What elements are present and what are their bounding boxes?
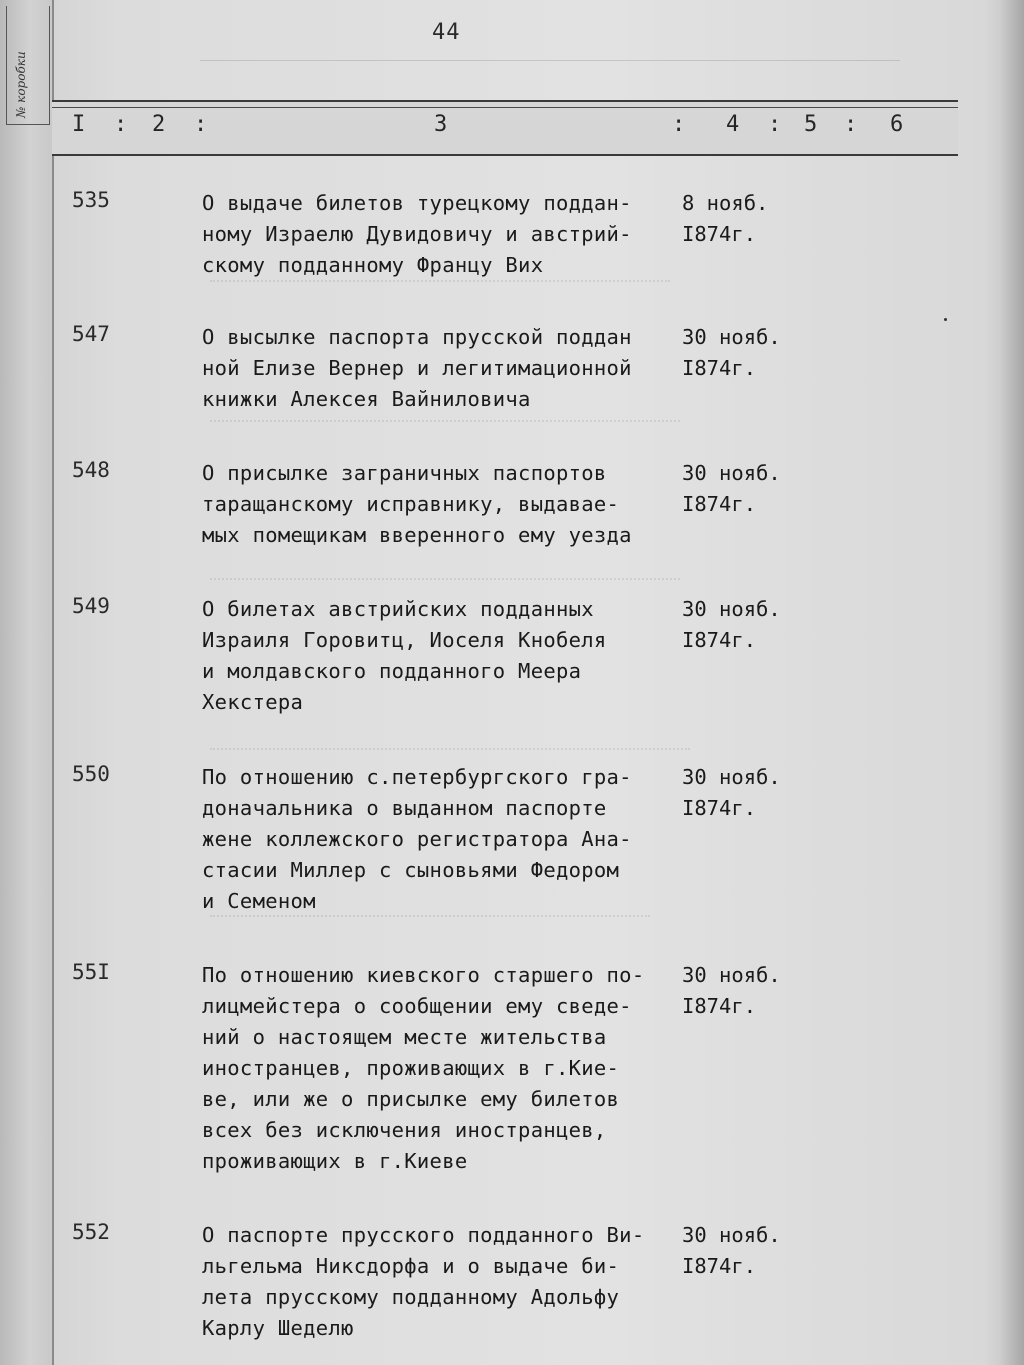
date-day: 30 нояб. — [682, 1223, 781, 1247]
entry-description — [202, 188, 672, 281]
description-line: ний о настоящем месте жительства — [202, 1025, 607, 1049]
description-line: О паспорте прусского подданного Ви- — [202, 1223, 645, 1247]
entry-number: 549 — [72, 594, 110, 618]
bleed-through — [210, 280, 670, 296]
page-number: 44 — [432, 20, 461, 45]
description-line: мых помещикам вверенного ему уезда — [202, 523, 632, 547]
description-line: Израиля Горовитц, Иоселя Кнобеля — [202, 628, 607, 652]
description-line: стасии Миллер с сыновьями Федором — [202, 858, 620, 882]
bleed-through — [210, 578, 680, 594]
entry-description — [202, 594, 672, 718]
description-line: О присылке заграничных паспортов — [202, 461, 607, 485]
date-year: I874г. — [682, 222, 757, 246]
date-day: 30 нояб. — [682, 461, 781, 485]
entry-number: 548 — [72, 458, 110, 482]
date-year: I874г. — [682, 492, 757, 516]
description-line: ному Израелю Дувидовичу и австрий- — [202, 222, 632, 246]
description-line: доначальника о выданном паспорте — [202, 796, 607, 820]
header-separator: : — [114, 112, 128, 137]
header-separator: : — [672, 112, 686, 137]
entry-description — [202, 960, 672, 1177]
header-col-2: 2 — [152, 112, 166, 137]
description-line: жене коллежского регистратора Ана- — [202, 827, 632, 851]
description-line: лета прусскому подданному Адольфу — [202, 1285, 620, 1309]
date-year: I874г. — [682, 356, 757, 380]
header-separator: : — [194, 112, 208, 137]
description-line: книжки Алексея Вайниловича — [202, 387, 531, 411]
date-year: I874г. — [682, 628, 757, 652]
date-day: 30 нояб. — [682, 963, 781, 987]
entry-date — [682, 762, 781, 824]
description-line: лицмейстера о сообщении ему сведе- — [202, 994, 632, 1018]
header-col-5: 5 — [804, 112, 818, 137]
entry-date — [682, 322, 781, 384]
entry-date — [682, 1220, 781, 1282]
description-line: ной Елизе Вернер и легитимационной — [202, 356, 632, 380]
date-day: 30 нояб. — [682, 325, 781, 349]
description-line: По отношению киевского старшего по- — [202, 963, 645, 987]
entry-date — [682, 594, 781, 656]
entry-number: 552 — [72, 1220, 110, 1244]
entry-description — [202, 322, 672, 415]
date-year: I874г. — [682, 796, 757, 820]
date-day: 30 нояб. — [682, 765, 781, 789]
description-line: По отношению с.петербургского гра- — [202, 765, 632, 789]
entry-number: 535 — [72, 188, 110, 212]
header-separator: : — [768, 112, 782, 137]
description-line: О выдаче билетов турецкому поддан- — [202, 191, 632, 215]
date-day: 30 нояб. — [682, 597, 781, 621]
header-col-4: 4 — [726, 112, 740, 137]
entry-number: 550 — [72, 762, 110, 786]
date-day: 8 нояб. — [682, 191, 769, 215]
entry-date — [682, 458, 781, 520]
description-line: проживающих в г.Киеве — [202, 1149, 468, 1173]
header-separator: : — [844, 112, 858, 137]
entry-date — [682, 188, 768, 250]
box-number-cell — [6, 6, 50, 125]
description-line: О билетах австрийских подданных — [202, 597, 594, 621]
entry-date — [682, 960, 781, 1022]
paper-speck — [944, 318, 947, 321]
description-line: Карлу Шеделю — [202, 1316, 354, 1340]
entry-number: 55I — [72, 960, 110, 984]
entry-number: 547 — [72, 322, 110, 346]
header-col-1: I — [72, 112, 86, 137]
description-line: и молдавского подданного Меера — [202, 659, 582, 683]
description-line: скому подданному Францу Вих — [202, 253, 544, 277]
date-year: I874г. — [682, 994, 757, 1018]
binding-strip — [0, 0, 54, 1365]
table-header — [52, 100, 958, 156]
description-line: всех без исключения иностранцев, — [202, 1118, 607, 1142]
entry-description — [202, 1220, 672, 1344]
description-line: иностранцев, проживающих в г.Кие- — [202, 1056, 620, 1080]
box-number-label: № коробки — [14, 51, 28, 118]
description-line: О высылке паспорта прусской поддан — [202, 325, 632, 349]
header-col-3: 3 — [434, 112, 448, 137]
description-line: ве, или же о присылке ему билетов — [202, 1087, 620, 1111]
header-col-6: 6 — [890, 112, 904, 137]
date-year: I874г. — [682, 1254, 757, 1278]
entry-description — [202, 762, 672, 917]
bleed-through — [210, 420, 680, 436]
description-line: таращанскому исправнику, выдавае- — [202, 492, 620, 516]
description-line: Хекстера — [202, 690, 304, 714]
description-line: и Семеном — [202, 889, 316, 913]
faint-rule — [200, 60, 900, 61]
bleed-through — [210, 915, 650, 931]
page-edge-shadow — [984, 0, 1024, 1365]
entry-description — [202, 458, 672, 551]
description-line: льгельма Никсдорфа и о выдаче би- — [202, 1254, 620, 1278]
